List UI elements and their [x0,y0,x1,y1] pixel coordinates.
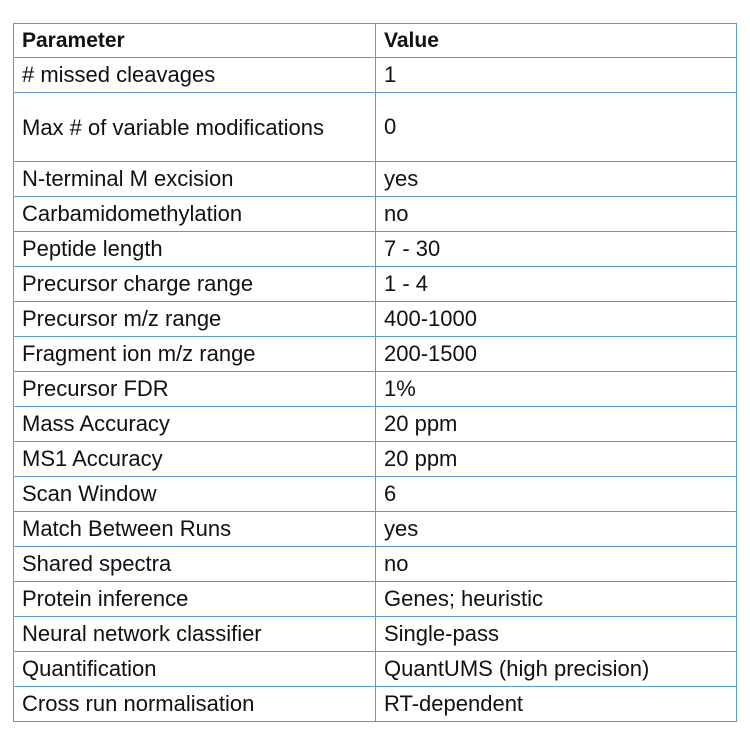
parameter-cell: MS1 Accuracy [14,442,376,477]
value-cell: 7 - 30 [376,232,737,267]
parameter-cell: Shared spectra [14,547,376,582]
parameters-table [13,23,737,722]
parameter-cell: Cross run normalisation [14,687,376,722]
parameter-cell: Quantification [14,652,376,687]
table-row [14,337,737,372]
parameter-cell: Scan Window [14,477,376,512]
parameter-cell: Precursor m/z range [14,302,376,337]
table-header-row [14,24,737,58]
parameter-cell: # missed cleavages [14,58,376,93]
value-cell: yes [376,512,737,547]
value-cell: Genes; heuristic [376,582,737,617]
value-cell: 1% [376,372,737,407]
value-cell: 400-1000 [376,302,737,337]
parameter-cell: Neural network classifier [14,617,376,652]
column-header-parameter: Parameter [14,24,376,58]
value-cell: no [376,547,737,582]
parameter-cell: Protein inference [14,582,376,617]
parameter-cell: Peptide length [14,232,376,267]
value-cell: 200-1500 [376,337,737,372]
value-cell: no [376,197,737,232]
value-cell: RT-dependent [376,687,737,722]
parameter-cell: N-terminal M excision [14,162,376,197]
table-row [14,617,737,652]
value-cell: 6 [376,477,737,512]
table-row [14,687,737,722]
value-cell: yes [376,162,737,197]
table-row [14,372,737,407]
table-row [14,652,737,687]
table-row [14,267,737,302]
table-row [14,197,737,232]
table-row [14,93,737,162]
table-row [14,407,737,442]
column-header-value: Value [376,24,737,58]
parameter-cell: Mass Accuracy [14,407,376,442]
value-cell: 1 [376,58,737,93]
parameter-cell: Max # of variable modifications [14,93,376,162]
table-row [14,547,737,582]
value-cell: 0 [376,93,737,162]
value-cell: Single-pass [376,617,737,652]
parameter-cell: Match Between Runs [14,512,376,547]
table-row [14,442,737,477]
value-cell: 20 ppm [376,407,737,442]
value-cell: QuantUMS (high precision) [376,652,737,687]
table-row [14,302,737,337]
table-row [14,162,737,197]
table-row [14,477,737,512]
table-row [14,232,737,267]
value-cell: 20 ppm [376,442,737,477]
value-cell: 1 - 4 [376,267,737,302]
parameter-cell: Precursor charge range [14,267,376,302]
table-row [14,58,737,93]
parameter-cell: Carbamidomethylation [14,197,376,232]
table-row [14,582,737,617]
parameter-cell: Precursor FDR [14,372,376,407]
table-row [14,512,737,547]
parameter-cell: Fragment ion m/z range [14,337,376,372]
